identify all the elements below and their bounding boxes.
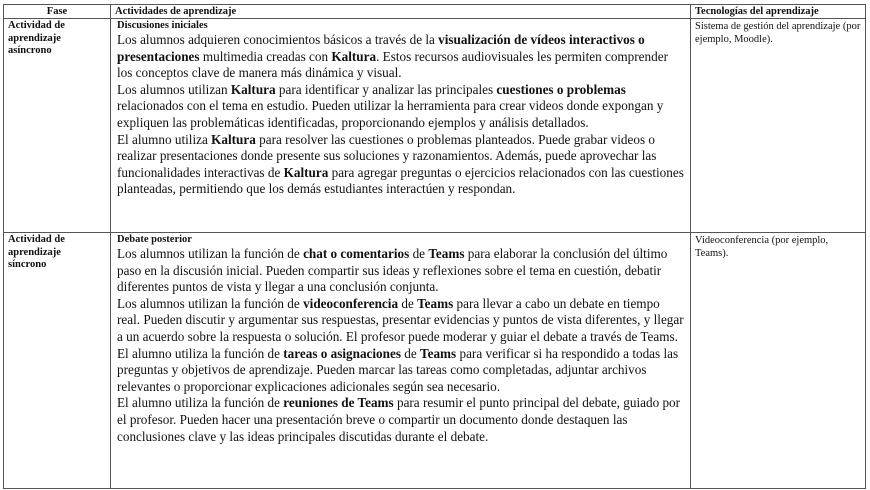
- text-run: relacionados con el tema en estudio. Pueden utilizar la herramienta para crear videos donde expongan y expliquen las problemáticas identificadas, proporcionando ejemplos y análisis detallados.: [117, 98, 664, 130]
- bold-text: Kaltura: [283, 164, 329, 180]
- text-run: de: [398, 295, 418, 311]
- bold-text: Teams: [428, 246, 465, 261]
- fase-line: aprendizaje: [8, 32, 61, 44]
- activities-table: [3, 4, 866, 489]
- activities-cell: [111, 19, 691, 233]
- text-run: para resolver las cuestiones o problemas planteados. Puede grabar videos o realizar presentaciones donde presente sus soluciones y razonamientos. Además, puede aprovechar las funcionalidades interactivas de: [117, 131, 657, 180]
- paragraph: [117, 246, 686, 296]
- section-title: Debate posterior: [117, 234, 192, 245]
- activities-cell: [111, 233, 691, 489]
- text-run: El alumno utiliza la función de: [117, 345, 284, 361]
- bold-text: Teams: [417, 295, 454, 311]
- text-run: Los alumnos utilizan la función de: [117, 246, 304, 261]
- bold-text: chat o comentarios: [303, 246, 410, 261]
- fase-line: Actividad de: [8, 20, 65, 31]
- fase-line: Actividad de: [8, 234, 65, 245]
- text-run: . Estos recursos audiovisuales les permiten comprender los conceptos clave de manera más dinámica y visual.: [117, 48, 668, 81]
- header-fase: Fase: [4, 5, 111, 19]
- text-run: para llevar a cabo un debate en tiempo real. Pueden discutir y argumentar sus respuestas, presentar evidencias y puntos de vista diferentes, y llegar a un acuerdo sobre la respuesta o solución. El profesor puede moderar y guiar el debate a través de Teams.: [117, 295, 684, 344]
- bold-text: Teams: [420, 345, 457, 361]
- text-run: de: [409, 246, 429, 261]
- paragraph: [117, 82, 686, 132]
- bold-text: Kaltura: [230, 81, 276, 97]
- text-run: para identificar y analizar las principales: [275, 81, 497, 97]
- text-run: para resumir el punto principal del debate, guiado por el profesor. Pueden hacer una presentación breve o compartir un documento donde destaquen las conclusiones clave y las ideas principales discutidas durante el debate.: [117, 395, 681, 444]
- text-run: multimedia creadas con: [199, 48, 332, 64]
- fase-cell: [4, 233, 111, 489]
- text-run: de: [400, 345, 421, 361]
- fase-cell: [4, 19, 111, 233]
- fase-line: aprendizaje: [8, 246, 61, 258]
- text-run: El alumno utiliza la función de: [117, 395, 284, 411]
- table-row: [4, 19, 866, 233]
- table-header-row: [4, 5, 866, 19]
- bold-text: videoconferencia: [303, 295, 399, 311]
- tecnologia-cell: Sistema de gestión del aprendizaje (por ejemplo, Moodle).: [691, 19, 866, 233]
- bold-text: cuestiones o problemas: [496, 81, 626, 97]
- bold-text: Kaltura: [211, 131, 256, 147]
- paragraph: [117, 132, 686, 198]
- bold-text: Kaltura: [331, 48, 377, 64]
- fase-line: asíncrono: [8, 45, 52, 56]
- text-run: para agregar preguntas o ejercicios relacionados con las cuestiones planteadas, permitiendo que los demás estudiantes interactúen y respondan.: [117, 164, 684, 197]
- text-run: para elaborar la conclusión del último paso en la discusión inicial. Pueden compartir sus ideas y reflexiones sobre el tema en cuestión, debatir diferentes puntos de vista y llegar a una conclusión conjunta.: [117, 246, 668, 295]
- text-run: Los alumnos adquieren conocimientos básicos a través de la: [117, 32, 439, 47]
- paragraph: [117, 395, 686, 445]
- text-run: El alumno utiliza: [117, 131, 212, 147]
- tecnologia-cell: Videoconferencia (por ejemplo, Teams).: [691, 233, 866, 489]
- text-run: para verificar si ha respondido a todas las preguntas y objetivos de aprendizaje. Pueden marcar las tareas como completadas, adjuntar archivos relevantes o proporcionar explicaciones adicionales según sea necesario.: [117, 345, 679, 394]
- bold-text: reuniones de Teams: [283, 395, 394, 411]
- header-tecnologias: Tecnologías del aprendizaje: [691, 5, 866, 19]
- table-row: [4, 233, 866, 489]
- text-run: Los alumnos utilizan: [117, 81, 231, 97]
- bold-text: tareas o asignaciones: [283, 345, 401, 361]
- document-page: [3, 4, 865, 486]
- section-title: Discusiones iniciales: [117, 20, 208, 31]
- header-actividades: Actividades de aprendizaje: [111, 5, 691, 19]
- fase-line: síncrono: [8, 259, 47, 270]
- paragraph: [117, 32, 686, 82]
- bold-text: visualización de vídeos interactivos o presentaciones: [117, 32, 645, 64]
- text-run: Los alumnos utilizan la función de: [117, 295, 304, 311]
- paragraph: [117, 346, 686, 396]
- paragraph: [117, 296, 686, 346]
